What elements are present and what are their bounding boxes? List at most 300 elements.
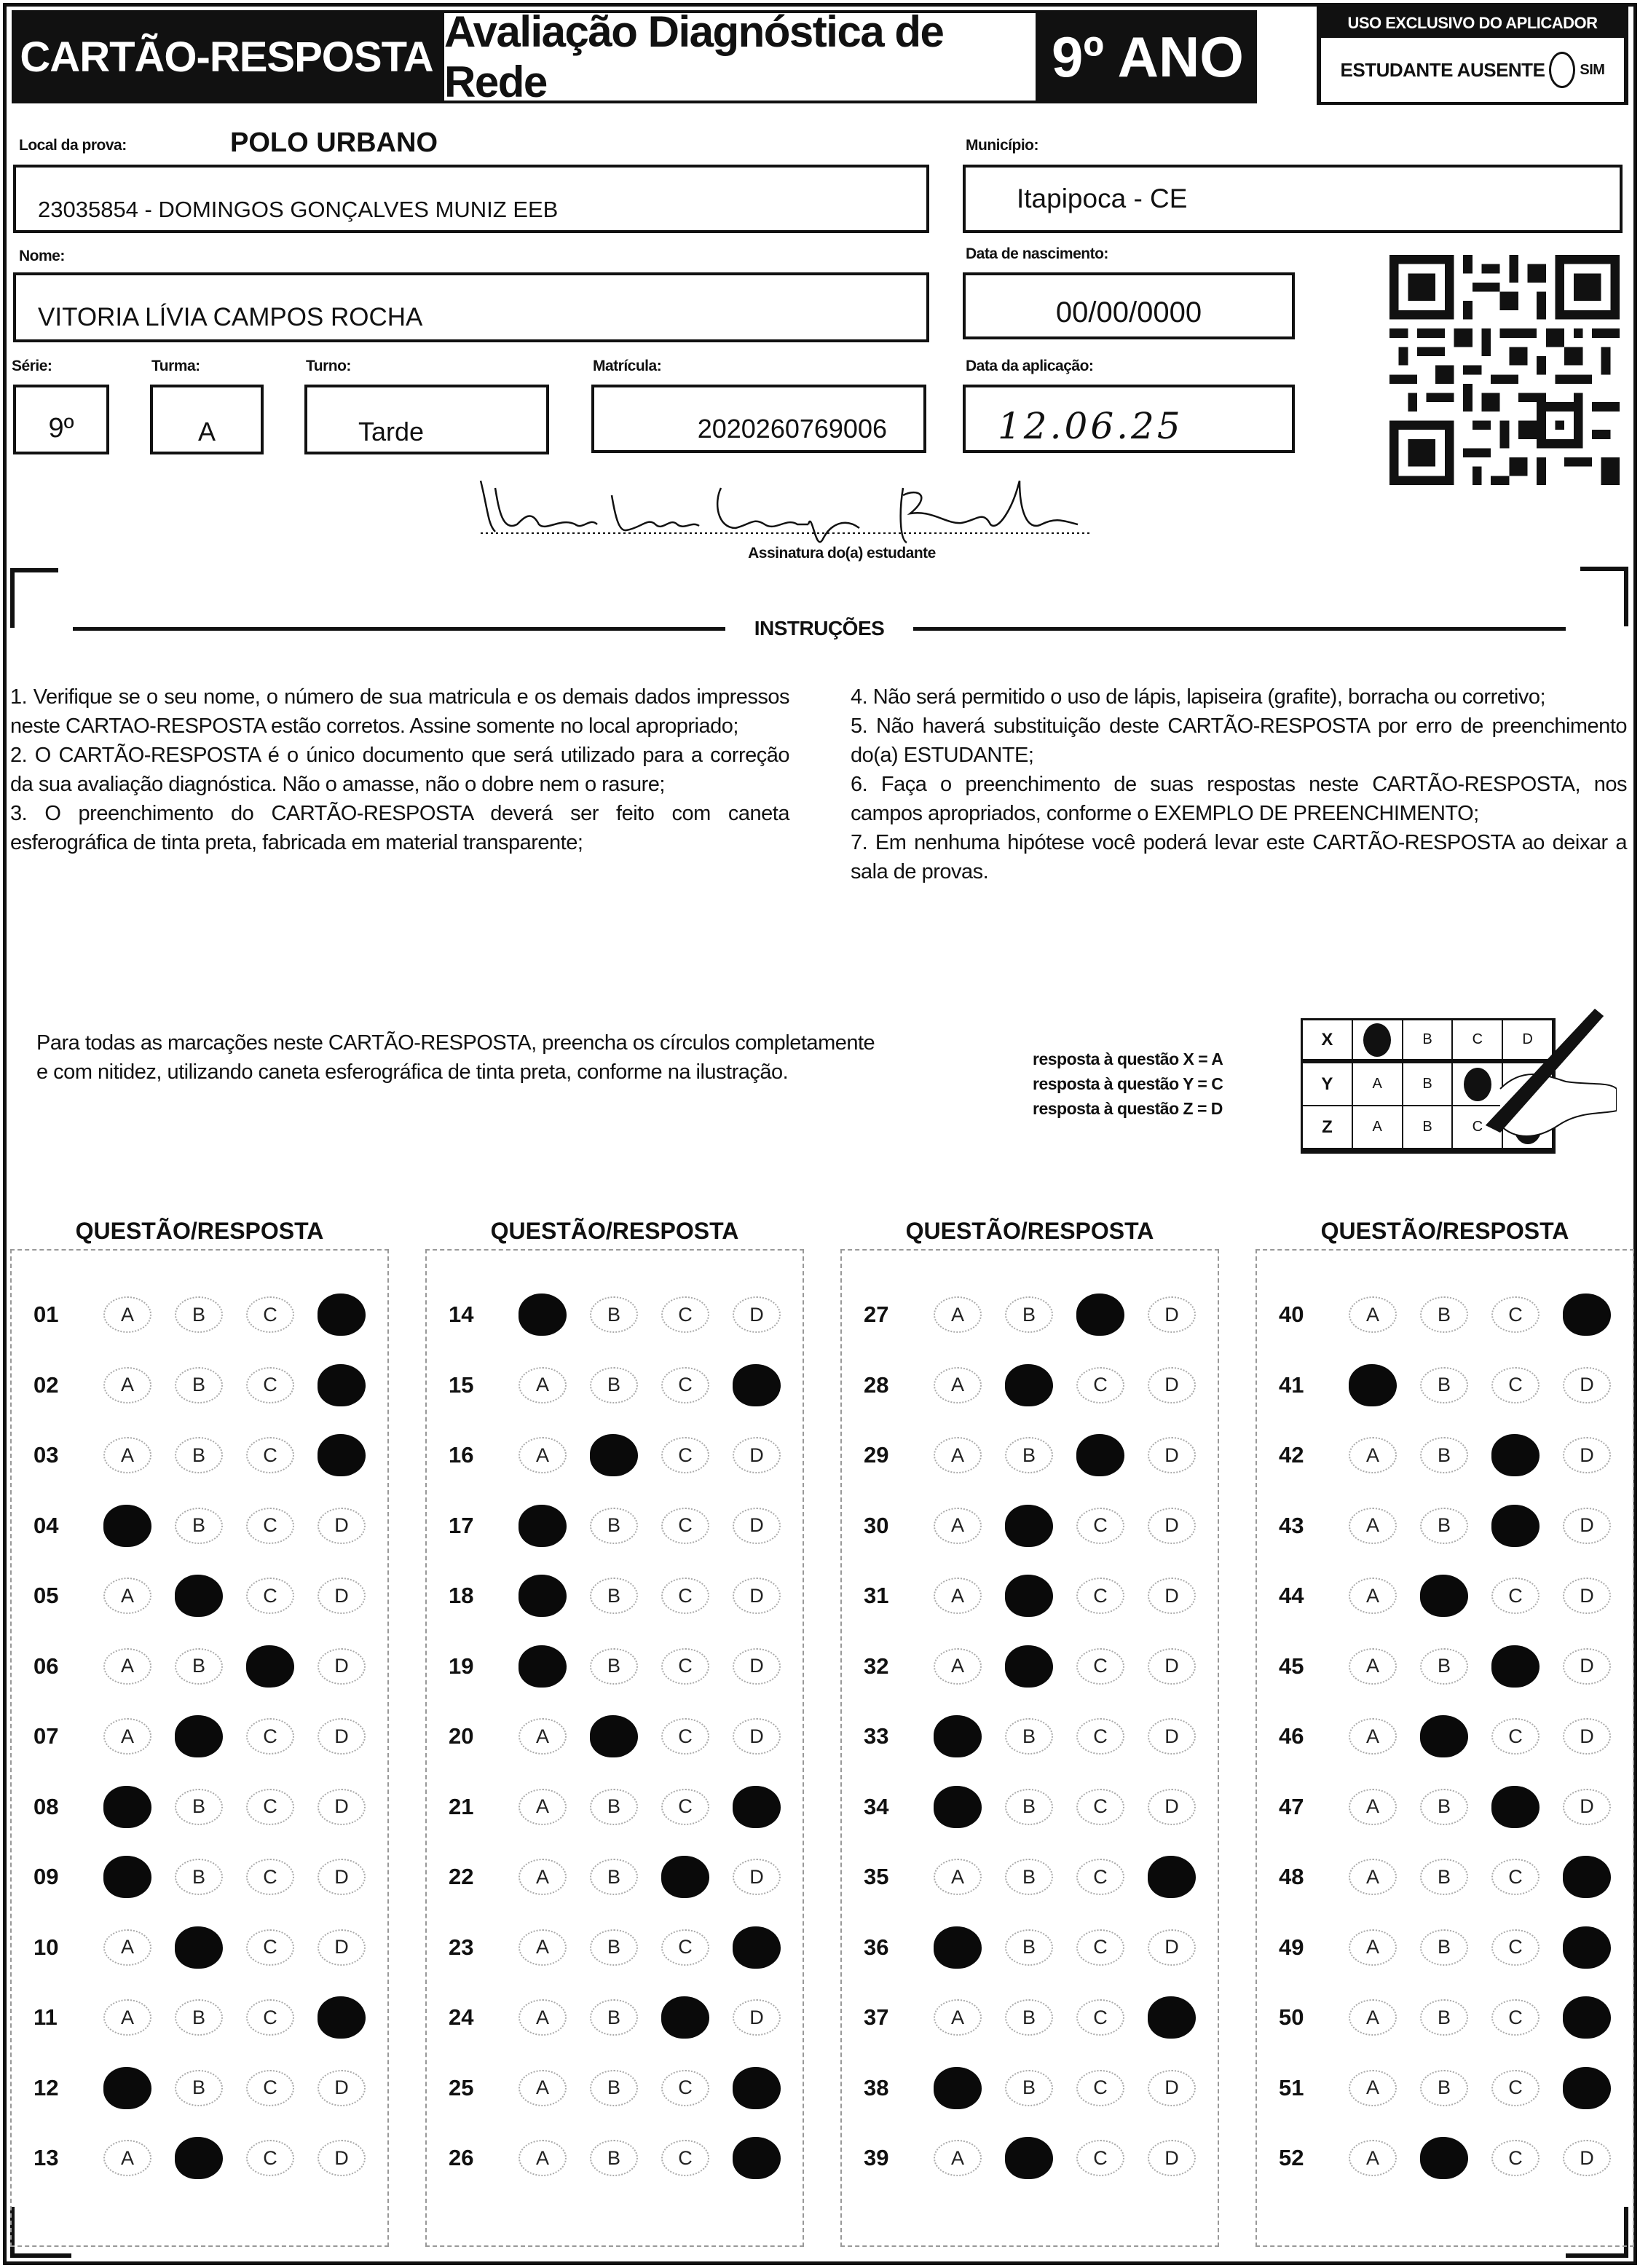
answer-bubble[interactable]: B (590, 1789, 638, 1825)
answer-bubble[interactable]: A (519, 1789, 567, 1825)
answer-bubble[interactable]: A (103, 1578, 151, 1614)
answer-bubble[interactable]: D (318, 1718, 366, 1755)
answer-bubble[interactable]: A (519, 1999, 567, 2036)
answer-bubble-filled[interactable] (1420, 1575, 1468, 1617)
answer-bubble[interactable]: D (733, 1718, 781, 1755)
answer-bubble[interactable]: B (1420, 1508, 1468, 1544)
answer-bubble[interactable]: C (1076, 1929, 1124, 1966)
answer-bubble[interactable]: C (246, 2070, 294, 2106)
answer-bubble-filled[interactable] (733, 1926, 781, 1969)
question-row (427, 1420, 803, 1490)
answer-bubble[interactable]: C (246, 1578, 294, 1614)
answer-bubble[interactable]: C (246, 1718, 294, 1755)
grade-badge: 9º ANO (1038, 10, 1257, 103)
answer-bubble-filled[interactable] (246, 1645, 294, 1688)
qr-code-icon (1388, 255, 1621, 485)
answer-bubble[interactable]: A (934, 1508, 982, 1544)
question-row (842, 1561, 1218, 1631)
answer-bubble[interactable]: D (1563, 1648, 1611, 1685)
question-row (427, 2053, 803, 2123)
question-row (842, 1913, 1218, 1982)
answer-bubble[interactable]: B (1420, 1367, 1468, 1403)
question-row (842, 1982, 1218, 2052)
answer-bubble[interactable]: C (1491, 1718, 1540, 1755)
pen-hand-illustration-icon (1471, 1001, 1617, 1162)
question-row (12, 2123, 387, 2193)
question-row (1257, 1420, 1633, 1490)
answer-bubble[interactable]: D (1148, 2070, 1196, 2106)
answer-bubble[interactable]: C (1076, 2140, 1124, 2176)
question-number: 25 (449, 2074, 474, 2100)
answer-bubble[interactable]: C (661, 1296, 709, 1333)
answer-bubble-filled[interactable] (1005, 2137, 1053, 2179)
nascimento-value: 00/00/0000 (1055, 296, 1202, 328)
answer-bubble-filled[interactable] (519, 1505, 567, 1547)
answer-bubble[interactable]: A (1349, 1648, 1397, 1685)
answer-bubble[interactable]: A (103, 1437, 151, 1473)
question-row (1257, 1631, 1633, 1701)
answer-bubble[interactable]: B (590, 1929, 638, 1966)
answer-bubble[interactable]: A (1349, 1718, 1397, 1755)
answer-bubble-filled[interactable] (934, 2067, 982, 2109)
answer-bubble[interactable]: B (175, 1367, 223, 1403)
answer-bubble[interactable]: A (519, 2140, 567, 2176)
answer-bubble-filled[interactable] (318, 1364, 366, 1406)
answer-bubble[interactable]: C (661, 2140, 709, 2176)
answer-bubble[interactable]: A (934, 1859, 982, 1895)
question-number: 16 (449, 1442, 474, 1468)
column-header: QUESTÃO/RESPOSTA (1320, 1218, 1569, 1244)
answer-bubble[interactable]: D (318, 1508, 366, 1544)
example-bubble: A (1353, 1063, 1403, 1106)
question-row (427, 1631, 803, 1701)
answer-bubble[interactable]: A (103, 1999, 151, 2036)
answer-bubble[interactable]: A (519, 2070, 567, 2106)
question-row (842, 1701, 1218, 1771)
answer-bubble-filled[interactable] (519, 1575, 567, 1617)
answer-bubble[interactable]: A (934, 1648, 982, 1685)
answer-bubble[interactable]: B (590, 1296, 638, 1333)
answer-bubble-filled[interactable] (1005, 1575, 1053, 1617)
answer-bubble[interactable]: B (590, 2140, 638, 2176)
answer-bubble[interactable]: A (1349, 1999, 1397, 2036)
answer-bubble[interactable]: B (175, 1508, 223, 1544)
answer-bubble[interactable]: B (1005, 1296, 1053, 1333)
answer-bubble[interactable]: C (661, 1367, 709, 1403)
answer-bubble-filled[interactable] (661, 1856, 709, 1898)
answer-bubble-filled[interactable] (1563, 1926, 1611, 1969)
answer-bubble[interactable]: A (519, 1929, 567, 1966)
answer-bubble[interactable]: B (175, 1789, 223, 1825)
answer-bubble-filled[interactable] (1563, 1996, 1611, 2039)
answer-bubble[interactable]: B (590, 1859, 638, 1895)
answer-bubble[interactable]: A (1349, 1929, 1397, 1966)
nome-label: Nome: (19, 248, 65, 264)
question-number: 34 (864, 1793, 889, 1819)
answer-bubble[interactable]: D (1563, 1508, 1611, 1544)
answer-bubble[interactable]: C (1491, 1999, 1540, 2036)
example-question-label: Y (1303, 1063, 1353, 1106)
answer-bubble[interactable]: B (1005, 1929, 1053, 1966)
matricula-field (591, 385, 926, 453)
answer-bubble[interactable]: B (1420, 2070, 1468, 2106)
answer-bubble[interactable]: A (1349, 2140, 1397, 2176)
answer-bubble-filled[interactable] (1563, 1856, 1611, 1898)
serie-label: Série: (12, 358, 52, 374)
answer-bubble[interactable]: C (1491, 2070, 1540, 2106)
answer-bubble[interactable]: B (590, 2070, 638, 2106)
answer-bubble[interactable]: B (175, 1648, 223, 1685)
answer-bubble[interactable]: A (934, 1578, 982, 1614)
answer-bubble-filled[interactable] (1349, 1364, 1397, 1406)
answer-bubble[interactable]: D (1563, 1578, 1611, 1614)
answer-bubble[interactable]: C (246, 1859, 294, 1895)
answer-bubble[interactable]: C (661, 1437, 709, 1473)
absent-label: ESTUDANTE AUSENTE (1340, 58, 1545, 81)
answer-bubble-filled[interactable] (103, 1505, 151, 1547)
answer-bubble[interactable]: D (733, 1859, 781, 1895)
example-bubble: B (1403, 1063, 1454, 1106)
answer-bubble-filled[interactable] (1491, 1645, 1540, 1688)
answer-bubble[interactable]: B (1420, 1296, 1468, 1333)
answer-bubble[interactable]: B (1005, 1718, 1053, 1755)
answer-bubble[interactable]: B (1005, 1999, 1053, 2036)
answer-bubble-filled[interactable] (934, 1926, 982, 1969)
answer-bubble[interactable]: B (1005, 1859, 1053, 1895)
answer-bubble[interactable]: D (1563, 2140, 1611, 2176)
answer-bubble[interactable]: D (1148, 2140, 1196, 2176)
nome-field (13, 272, 929, 342)
question-number: 47 (1279, 1793, 1304, 1819)
answer-bubble-filled[interactable] (1076, 1434, 1124, 1476)
answer-bubble[interactable]: D (733, 1648, 781, 1685)
answer-bubble[interactable]: C (1491, 1367, 1540, 1403)
answer-bubble[interactable]: A (103, 1929, 151, 1966)
instruction-item: 7. Em nenhuma hipótese você poderá levar este CARTÃO-RESPOSTA ao deixar a sala de provas. (851, 831, 1627, 883)
question-row (427, 1280, 803, 1350)
answer-bubble[interactable]: B (1420, 1929, 1468, 1966)
answer-bubble-filled[interactable] (175, 1575, 223, 1617)
matricula-value: 2020260769006 (697, 414, 887, 444)
answer-bubble[interactable]: A (1349, 1437, 1397, 1473)
answer-bubble[interactable]: D (318, 2140, 366, 2176)
answer-bubble[interactable]: A (103, 1367, 151, 1403)
municipio-field (963, 165, 1623, 233)
turma-label: Turma: (151, 358, 200, 374)
answer-bubble-filled[interactable] (175, 1715, 223, 1757)
answer-bubble[interactable]: A (934, 2140, 982, 2176)
answer-bubble[interactable]: D (733, 1508, 781, 1544)
turno-value: Tarde (358, 417, 425, 446)
local-value: POLO URBANO (230, 127, 438, 158)
answer-bubble-filled[interactable] (318, 1434, 366, 1476)
answer-bubble[interactable]: A (934, 1296, 982, 1333)
answer-bubble[interactable]: C (246, 1508, 294, 1544)
answer-bubble[interactable]: B (1005, 1789, 1053, 1825)
question-row (427, 1350, 803, 1420)
turma-field (150, 385, 264, 454)
instructions-right (851, 682, 1627, 886)
answer-bubble[interactable]: B (175, 1859, 223, 1895)
fill-instructions: Para todas as marcações neste CARTÃO-RESPOSTA, preencha os círculos completamente e com nitidez, utilizando caneta esferográfica de tinta preta, conforme na ilustração. (36, 1031, 875, 1084)
answer-bubble[interactable]: D (318, 1789, 366, 1825)
answer-bubble[interactable]: B (175, 1296, 223, 1333)
answer-bubble[interactable]: B (590, 1508, 638, 1544)
answer-bubble-filled[interactable] (934, 1715, 982, 1757)
answer-bubble[interactable]: B (1005, 1437, 1053, 1473)
question-number: 43 (1279, 1512, 1304, 1538)
answer-bubble[interactable]: B (1420, 1648, 1468, 1685)
question-row (12, 1913, 387, 1982)
answer-bubble[interactable]: C (661, 1578, 709, 1614)
answer-bubble-filled[interactable] (1491, 1434, 1540, 1476)
answer-bubble[interactable]: B (1420, 1999, 1468, 2036)
answer-bubble[interactable]: C (1076, 1367, 1124, 1403)
answer-bubble[interactable]: C (1491, 1578, 1540, 1614)
answer-bubble[interactable]: D (733, 1999, 781, 2036)
answer-bubble[interactable]: B (590, 1648, 638, 1685)
answer-bubble-filled[interactable] (103, 2067, 151, 2109)
question-row (1257, 1842, 1633, 1912)
answer-bubble-filled[interactable] (733, 1364, 781, 1406)
answer-column-1 (10, 1249, 389, 2247)
question-row (842, 1420, 1218, 1490)
answer-bubble[interactable]: D (1148, 1367, 1196, 1403)
question-row (842, 2053, 1218, 2123)
answer-bubble[interactable]: C (661, 1508, 709, 1544)
answer-bubble[interactable]: C (1491, 1929, 1540, 1966)
divider (73, 627, 725, 631)
answer-bubble[interactable]: B (1420, 1437, 1468, 1473)
answer-bubble[interactable]: C (246, 1296, 294, 1333)
answer-bubble[interactable]: C (246, 1367, 294, 1403)
answer-bubble[interactable]: C (661, 1789, 709, 1825)
question-row (1257, 1982, 1633, 2052)
answer-bubble-filled[interactable] (318, 1996, 366, 2039)
answer-bubble[interactable]: A (1349, 1508, 1397, 1544)
answer-bubble[interactable]: C (246, 1999, 294, 2036)
answer-bubble[interactable]: A (519, 1437, 567, 1473)
question-number: 03 (33, 1442, 59, 1468)
answer-bubble[interactable]: B (1005, 2070, 1053, 2106)
answer-bubble[interactable]: A (103, 1718, 151, 1755)
answer-bubble-filled[interactable] (733, 1786, 781, 1828)
card-label: CARTÃO-RESPOSTA (12, 10, 441, 103)
answer-bubble-filled[interactable] (103, 1856, 151, 1898)
question-number: 41 (1279, 1371, 1304, 1398)
answer-bubble[interactable]: A (1349, 1789, 1397, 1825)
answer-bubble[interactable]: A (519, 1859, 567, 1895)
turma-value: A (197, 417, 216, 446)
answer-bubble[interactable]: C (1076, 1859, 1124, 1895)
answer-bubble[interactable]: A (519, 1367, 567, 1403)
answer-bubble-filled[interactable] (175, 1926, 223, 1969)
answer-bubble[interactable]: A (519, 1718, 567, 1755)
answer-bubble[interactable]: D (1148, 1437, 1196, 1473)
answer-bubble[interactable]: C (246, 1437, 294, 1473)
question-row (842, 1842, 1218, 1912)
answer-bubble[interactable]: A (1349, 1578, 1397, 1614)
answer-bubble-filled[interactable] (1491, 1786, 1540, 1828)
question-number: 38 (864, 2074, 889, 2100)
answer-bubble[interactable]: B (175, 2070, 223, 2106)
answer-bubble-filled[interactable] (519, 1645, 567, 1688)
answer-bubble[interactable]: C (1491, 1859, 1540, 1895)
answer-bubble[interactable]: C (1076, 1648, 1124, 1685)
answer-bubble[interactable]: D (1148, 1508, 1196, 1544)
question-row (427, 1772, 803, 1842)
answer-bubble-filled[interactable] (1563, 2067, 1611, 2109)
answer-bubble-filled[interactable] (1563, 1294, 1611, 1336)
answer-bubble[interactable]: C (246, 1789, 294, 1825)
answer-bubble[interactable]: D (1563, 1367, 1611, 1403)
question-number: 37 (864, 2004, 889, 2030)
answer-bubble[interactable]: D (1148, 1929, 1196, 1966)
answer-bubble-filled[interactable] (318, 1294, 366, 1336)
answer-bubble-filled[interactable] (1005, 1505, 1053, 1547)
question-row (12, 1982, 387, 2052)
instruction-item: 5. Não haverá substituição deste CARTÃO-RESPOSTA por erro de preenchimento do(a) ESTUDANTE; (851, 714, 1627, 767)
aplicacao-label: Data da aplicação: (966, 358, 1094, 374)
question-number: 49 (1279, 1934, 1304, 1960)
answer-bubble-filled[interactable] (175, 2137, 223, 2179)
answer-bubble-filled[interactable] (1148, 1856, 1196, 1898)
question-number: 17 (449, 1512, 474, 1538)
question-number: 36 (864, 1934, 889, 1960)
answer-bubble[interactable]: D (1148, 1296, 1196, 1333)
answer-bubble[interactable]: A (1349, 1296, 1397, 1333)
question-number: 14 (449, 1302, 474, 1327)
answer-bubble[interactable]: B (590, 1367, 638, 1403)
question-number: 42 (1279, 1442, 1304, 1468)
question-row (1257, 1561, 1633, 1631)
answer-bubble[interactable]: D (1563, 1437, 1611, 1473)
question-number: 01 (33, 1302, 59, 1327)
answer-bubble[interactable]: C (661, 2070, 709, 2106)
answer-bubble-filled[interactable] (103, 1786, 151, 1828)
example-bubble: B (1403, 1020, 1454, 1063)
question-number: 30 (864, 1512, 889, 1538)
answer-bubble[interactable]: D (318, 1929, 366, 1966)
answer-bubble[interactable]: D (1148, 1578, 1196, 1614)
question-row (427, 1982, 803, 2052)
answer-bubble[interactable]: B (175, 1437, 223, 1473)
aplicacao-field[interactable] (963, 385, 1295, 453)
example-bubble: C (1453, 1020, 1503, 1063)
answer-bubble-filled[interactable] (590, 1434, 638, 1476)
answer-bubble-filled[interactable] (733, 2137, 781, 2179)
answer-bubble-filled[interactable] (1076, 1294, 1124, 1336)
answer-bubble[interactable]: B (1420, 1859, 1468, 1895)
answer-bubble-filled[interactable] (1420, 2137, 1468, 2179)
answer-bubble-filled[interactable] (1005, 1645, 1053, 1688)
answer-bubble[interactable]: A (934, 1437, 982, 1473)
answer-bubble[interactable]: D (1563, 1789, 1611, 1825)
answer-bubble[interactable]: D (1148, 1648, 1196, 1685)
answer-bubble[interactable]: B (175, 1999, 223, 2036)
column-header: QUESTÃO/RESPOSTA (905, 1218, 1154, 1244)
answer-bubble[interactable]: D (733, 1578, 781, 1614)
answer-bubble[interactable]: C (661, 1929, 709, 1966)
school-value: 23035854 - DOMINGOS GONÇALVES MUNIZ EEB (38, 197, 559, 222)
answer-bubble[interactable]: D (1148, 1718, 1196, 1755)
answer-bubble-filled[interactable] (1005, 1364, 1053, 1406)
applicator-caption: USO EXCLUSIVO DO APLICADOR (1347, 14, 1598, 32)
answer-bubble[interactable]: A (1349, 2070, 1397, 2106)
question-number: 27 (864, 1302, 889, 1327)
answer-bubble[interactable]: C (1076, 1578, 1124, 1614)
answer-bubble[interactable]: D (733, 1296, 781, 1333)
question-number: 02 (33, 1371, 59, 1398)
question-number: 22 (449, 1864, 474, 1889)
question-row (1257, 1913, 1633, 1982)
answer-bubble[interactable]: C (1076, 1999, 1124, 2036)
answer-bubble[interactable]: D (733, 1437, 781, 1473)
answer-bubble-filled[interactable] (519, 1294, 567, 1336)
example-legend-line: resposta à questão X = A (1033, 1050, 1223, 1068)
question-row (1257, 1280, 1633, 1350)
answer-bubble[interactable]: A (103, 2140, 151, 2176)
answer-bubble-filled[interactable] (1491, 1505, 1540, 1547)
question-number: 45 (1279, 1653, 1304, 1679)
absent-bubble[interactable] (1549, 52, 1575, 88)
answer-bubble[interactable]: A (103, 1296, 151, 1333)
answer-bubble-filled[interactable] (934, 1786, 982, 1828)
question-row (427, 1701, 803, 1771)
question-row (12, 1561, 387, 1631)
answer-bubble-filled[interactable] (733, 2067, 781, 2109)
answer-bubble-filled[interactable] (1420, 1715, 1468, 1757)
instruction-item: 3. O preenchimento do CARTÃO-RESPOSTA deverá ser feito com caneta esferográfica de tinta preta, fabricada em material transparente; (10, 802, 789, 854)
answer-bubble[interactable]: A (934, 1367, 982, 1403)
answer-bubble[interactable]: D (1563, 1718, 1611, 1755)
answer-bubble[interactable]: B (1420, 1789, 1468, 1825)
question-row (12, 2053, 387, 2123)
answer-bubble[interactable]: D (318, 1859, 366, 1895)
answer-bubble[interactable]: C (1491, 2140, 1540, 2176)
answer-bubble[interactable]: C (661, 1648, 709, 1685)
answer-bubble[interactable]: C (1076, 1718, 1124, 1755)
answer-bubble[interactable]: C (246, 2140, 294, 2176)
answer-bubble[interactable]: A (934, 1999, 982, 2036)
answer-bubble[interactable]: C (1076, 1789, 1124, 1825)
answer-bubble[interactable]: B (590, 1999, 638, 2036)
answer-bubble[interactable]: C (246, 1929, 294, 1966)
answer-bubble[interactable]: C (1076, 1508, 1124, 1544)
answer-bubble[interactable]: D (318, 1648, 366, 1685)
question-row (12, 1772, 387, 1842)
answer-bubble[interactable]: C (661, 1718, 709, 1755)
example-question-label: Z (1303, 1106, 1353, 1149)
question-number: 20 (449, 1723, 474, 1749)
answer-bubble[interactable]: A (103, 1648, 151, 1685)
answer-bubble[interactable]: C (1491, 1296, 1540, 1333)
answer-bubble-filled[interactable] (661, 1996, 709, 2039)
question-number: 26 (449, 2145, 474, 2170)
answer-bubble[interactable]: B (590, 1578, 638, 1614)
answer-bubble-filled[interactable] (590, 1715, 638, 1757)
answer-bubble[interactable]: D (318, 1578, 366, 1614)
answer-bubble[interactable]: D (318, 2070, 366, 2106)
answer-bubble-filled[interactable] (1148, 1996, 1196, 2039)
answer-bubble[interactable]: C (1076, 2070, 1124, 2106)
question-row (12, 1420, 387, 1490)
example-legend-line: resposta à questão Z = D (1033, 1099, 1223, 1118)
answer-bubble[interactable]: D (1148, 1789, 1196, 1825)
serie-field (13, 385, 109, 454)
answer-bubble[interactable]: A (1349, 1859, 1397, 1895)
question-row (427, 1913, 803, 1982)
